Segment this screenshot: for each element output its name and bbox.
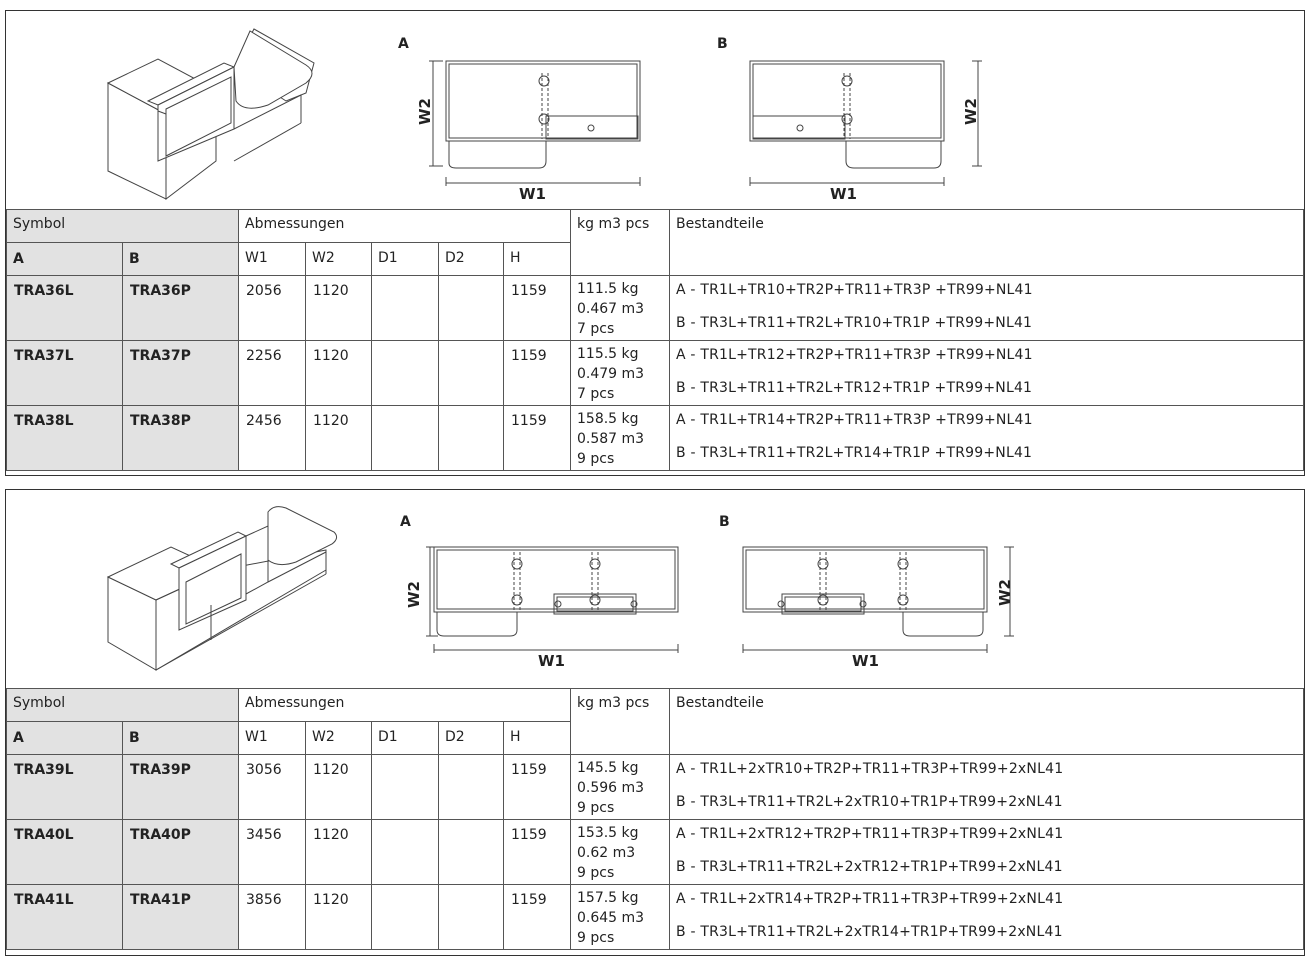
d2-header: D2	[439, 722, 504, 755]
spec-table-1	[6, 209, 1304, 471]
d1-cell	[372, 276, 439, 341]
parts-a: A - TR1L+2xTR14+TR2P+TR11+TR3P+TR99+2xNL41	[676, 891, 1064, 907]
h-header: H	[504, 243, 571, 276]
symbol-b-cell: TRA41P	[123, 885, 239, 950]
symbol-header: Symbol	[7, 210, 239, 243]
table-row	[7, 276, 1304, 341]
symbol-a-cell: TRA37L	[7, 341, 123, 406]
isometric-desk-drawing	[108, 29, 314, 199]
plan-a-w2-label: W2	[416, 98, 434, 125]
col-b-header: B	[123, 722, 239, 755]
w2-header: W2	[306, 243, 372, 276]
d1-cell	[372, 406, 439, 471]
abmessungen-header: Abmessungen	[239, 689, 571, 722]
table-row	[7, 820, 1304, 885]
h-cell: 1159	[504, 755, 571, 820]
w1-cell: 3856	[239, 885, 306, 950]
plan-view-a	[429, 61, 640, 186]
symbol-a-cell: TRA36L	[7, 276, 123, 341]
weight-cell	[571, 820, 670, 885]
d1-cell	[372, 885, 439, 950]
pieces: 9 pcs	[577, 451, 615, 467]
weight-kg: 115.5 kg	[577, 346, 639, 362]
d1-header: D1	[372, 243, 439, 276]
plan-view-a	[426, 547, 678, 653]
plan-a-label: A	[400, 514, 411, 530]
h-cell: 1159	[504, 820, 571, 885]
pieces: 9 pcs	[577, 865, 615, 881]
h-cell: 1159	[504, 885, 571, 950]
weight-cell	[571, 885, 670, 950]
plan-a-label: A	[398, 36, 409, 52]
weight-cell	[571, 341, 670, 406]
parts-b: B - TR3L+TR11+TR2L+TR14+TR1P +TR99+NL41	[676, 445, 1033, 461]
w2-cell: 1120	[306, 406, 372, 471]
technical-drawings	[6, 11, 1304, 209]
technical-drawings	[6, 490, 1304, 688]
d2-header: D2	[439, 243, 504, 276]
w1-cell: 2456	[239, 406, 306, 471]
h-cell: 1159	[504, 276, 571, 341]
weight-cell	[571, 755, 670, 820]
d2-cell	[439, 341, 504, 406]
kg-header: kg m3 pcs	[571, 210, 670, 276]
d2-cell	[439, 276, 504, 341]
d1-header: D1	[372, 722, 439, 755]
drawings-area	[6, 11, 1304, 209]
weight-cell	[571, 406, 670, 471]
w1-header: W1	[239, 722, 306, 755]
symbol-a-cell: TRA40L	[7, 820, 123, 885]
abmessungen-header: Abmessungen	[239, 210, 571, 243]
spec-table-2	[6, 688, 1304, 950]
d2-cell	[439, 406, 504, 471]
d1-cell	[372, 755, 439, 820]
parts-cell	[670, 885, 1304, 950]
symbol-b-cell: TRA36P	[123, 276, 239, 341]
parts-cell	[670, 820, 1304, 885]
w2-cell: 1120	[306, 276, 372, 341]
volume-m3: 0.645 m3	[577, 910, 645, 926]
parts-cell	[670, 755, 1304, 820]
parts-a: A - TR1L+TR12+TR2P+TR11+TR3P +TR99+NL41	[676, 347, 1033, 363]
table-row	[7, 406, 1304, 471]
table-row	[7, 885, 1304, 950]
weight-kg: 153.5 kg	[577, 825, 639, 841]
h-cell: 1159	[504, 406, 571, 471]
d1-cell	[372, 341, 439, 406]
plan-b-label: B	[719, 514, 730, 530]
w1-header: W1	[239, 243, 306, 276]
col-b-header: B	[123, 243, 239, 276]
bestandteile-header: Bestandteile	[670, 210, 1304, 276]
table-row	[7, 755, 1304, 820]
volume-m3: 0.62 m3	[577, 845, 636, 861]
weight-kg: 111.5 kg	[577, 281, 639, 297]
weight-cell	[571, 276, 670, 341]
parts-a: A - TR1L+TR10+TR2P+TR11+TR3P +TR99+NL41	[676, 282, 1033, 298]
parts-a: A - TR1L+TR14+TR2P+TR11+TR3P +TR99+NL41	[676, 412, 1033, 428]
plan-b-label: B	[717, 36, 728, 52]
weight-kg: 145.5 kg	[577, 760, 639, 776]
w2-cell: 1120	[306, 755, 372, 820]
weight-kg: 158.5 kg	[577, 411, 639, 427]
d2-cell	[439, 820, 504, 885]
parts-b: B - TR3L+TR11+TR2L+TR10+TR1P +TR99+NL41	[676, 315, 1033, 331]
plan-a-w1-label: W1	[519, 185, 546, 203]
symbol-b-cell: TRA38P	[123, 406, 239, 471]
symbol-b-cell: TRA40P	[123, 820, 239, 885]
w2-cell: 1120	[306, 341, 372, 406]
volume-m3: 0.467 m3	[577, 301, 645, 317]
parts-b: B - TR3L+TR11+TR2L+2xTR14+TR1P+TR99+2xNL41	[676, 924, 1063, 940]
pieces: 9 pcs	[577, 800, 615, 816]
parts-cell	[670, 276, 1304, 341]
product-block-2	[5, 489, 1305, 956]
plan-b-w2-label: W2	[996, 579, 1014, 606]
pieces: 7 pcs	[577, 386, 615, 402]
parts-cell	[670, 406, 1304, 471]
volume-m3: 0.587 m3	[577, 431, 645, 447]
w1-cell: 2256	[239, 341, 306, 406]
plan-b-w1-label: W1	[830, 185, 857, 203]
plan-b-w2-label: W2	[962, 98, 980, 125]
parts-b: B - TR3L+TR11+TR2L+TR12+TR1P +TR99+NL41	[676, 380, 1033, 396]
col-a-header: A	[7, 243, 123, 276]
parts-b: B - TR3L+TR11+TR2L+2xTR10+TR1P+TR99+2xNL41	[676, 794, 1063, 810]
w1-cell: 2056	[239, 276, 306, 341]
weight-kg: 157.5 kg	[577, 890, 639, 906]
parts-a: A - TR1L+2xTR10+TR2P+TR11+TR3P+TR99+2xNL41	[676, 761, 1064, 777]
plan-a-w1-label: W1	[538, 652, 565, 670]
col-a-header: A	[7, 722, 123, 755]
w2-cell: 1120	[306, 885, 372, 950]
pieces: 9 pcs	[577, 930, 615, 946]
isometric-desk-drawing	[108, 507, 337, 670]
table-row	[7, 341, 1304, 406]
product-block-1	[5, 10, 1305, 476]
plan-a-w2-label: W2	[405, 581, 423, 608]
h-header: H	[504, 722, 571, 755]
kg-header: kg m3 pcs	[571, 689, 670, 755]
plan-b-w1-label: W1	[852, 652, 879, 670]
symbol-header: Symbol	[7, 689, 239, 722]
symbol-b-cell: TRA37P	[123, 341, 239, 406]
symbol-a-cell: TRA39L	[7, 755, 123, 820]
d2-cell	[439, 755, 504, 820]
drawings-area	[6, 490, 1304, 688]
symbol-a-cell: TRA41L	[7, 885, 123, 950]
d2-cell	[439, 885, 504, 950]
d1-cell	[372, 820, 439, 885]
parts-a: A - TR1L+2xTR12+TR2P+TR11+TR3P+TR99+2xNL41	[676, 826, 1064, 842]
w1-cell: 3456	[239, 820, 306, 885]
plan-view-b	[750, 61, 982, 186]
volume-m3: 0.479 m3	[577, 366, 645, 382]
h-cell: 1159	[504, 341, 571, 406]
parts-cell	[670, 341, 1304, 406]
parts-b: B - TR3L+TR11+TR2L+2xTR12+TR1P+TR99+2xNL41	[676, 859, 1063, 875]
w2-header: W2	[306, 722, 372, 755]
symbol-b-cell: TRA39P	[123, 755, 239, 820]
bestandteile-header: Bestandteile	[670, 689, 1304, 755]
symbol-a-cell: TRA38L	[7, 406, 123, 471]
plan-view-b	[743, 547, 1014, 653]
w1-cell: 3056	[239, 755, 306, 820]
pieces: 7 pcs	[577, 321, 615, 337]
volume-m3: 0.596 m3	[577, 780, 645, 796]
w2-cell: 1120	[306, 820, 372, 885]
